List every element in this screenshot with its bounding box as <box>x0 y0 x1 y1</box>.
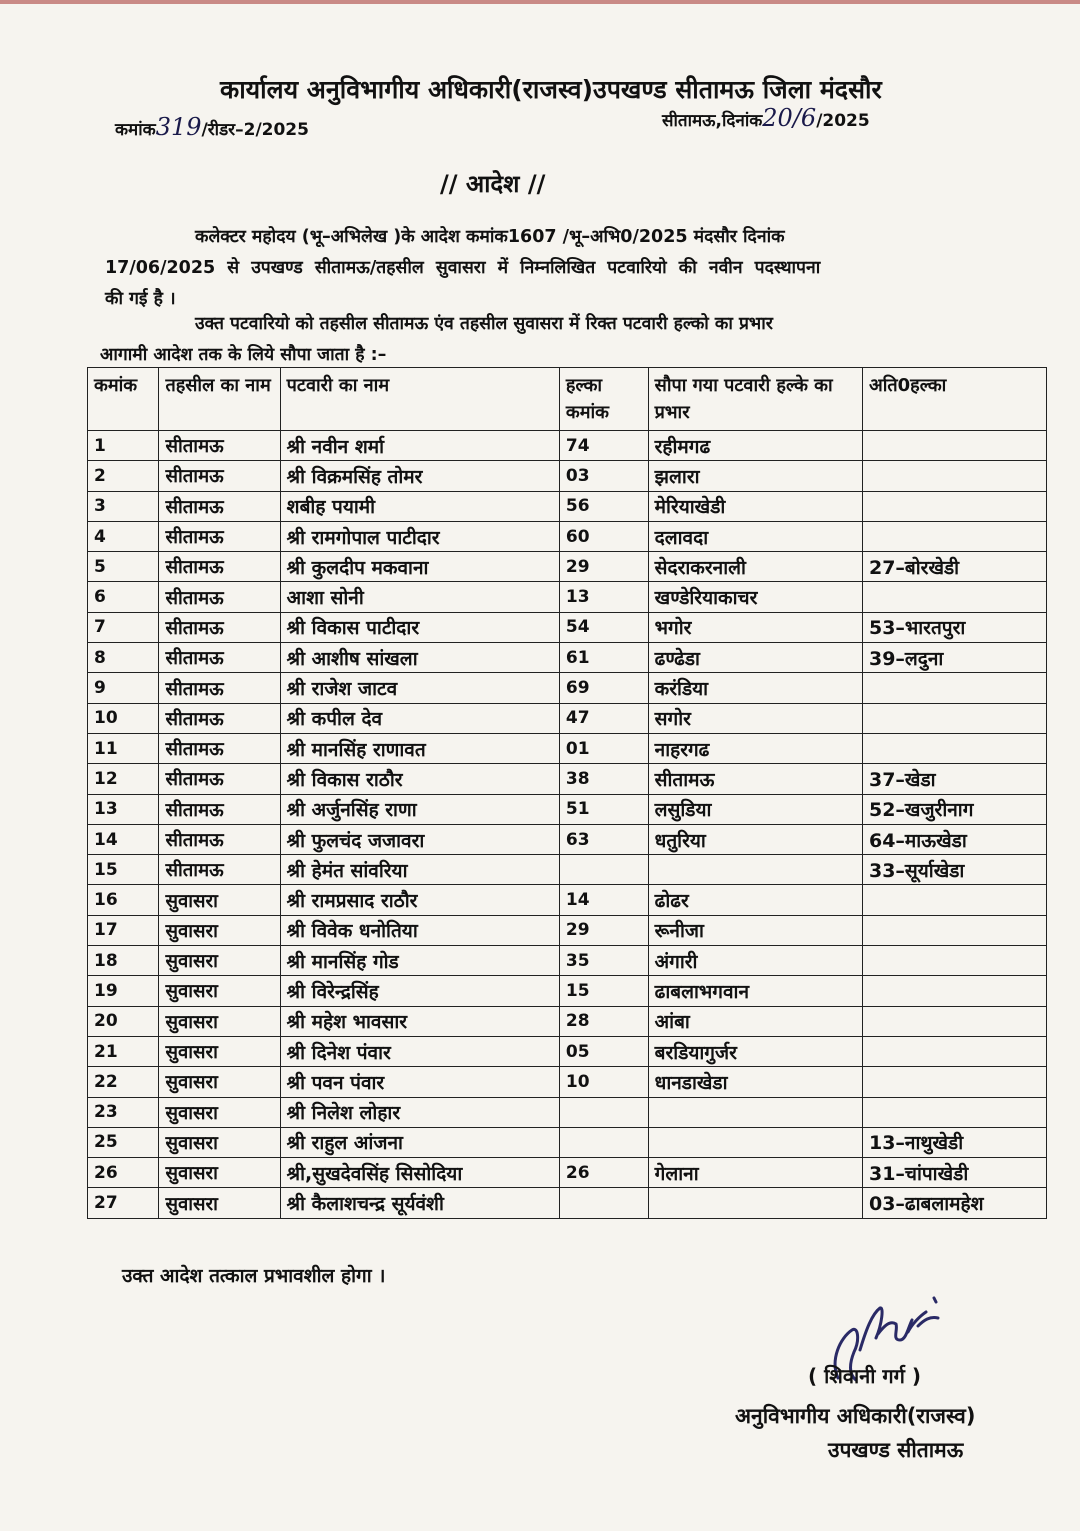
cell-additional-halka: 27–बोरखेडी <box>862 552 1046 582</box>
table-row <box>88 1127 1047 1157</box>
cell-tehsil: सुवासरा <box>159 1006 280 1036</box>
cell-additional-halka <box>862 1097 1046 1127</box>
cell-tehsil: सुवासरा <box>159 915 280 945</box>
body-para2-line2: आगामी आदेश तक के लिये सौपा जाता है :– <box>100 345 387 365</box>
cell-serial: 5 <box>88 552 159 582</box>
cell-halka-number: 69 <box>559 673 648 703</box>
cell-additional-halka <box>862 915 1046 945</box>
cell-serial: 17 <box>88 915 159 945</box>
cell-tehsil: सीतामऊ <box>159 521 280 551</box>
cell-halka-number <box>559 1188 648 1218</box>
cell-patwari-name: शबीह पयामी <box>280 491 559 521</box>
cell-tehsil: सीतामऊ <box>159 643 280 673</box>
cell-patwari-name: श्री रामगोपाल पाटीदार <box>280 521 559 551</box>
table-row <box>88 855 1047 885</box>
cell-tehsil: सीतामऊ <box>159 491 280 521</box>
effect-statement: उक्त आदेश तत्काल प्रभावशील होगा । <box>122 1265 386 1287</box>
cell-tehsil: सुवासरा <box>159 885 280 915</box>
cell-patwari-name: श्री निलेश लोहार <box>280 1097 559 1127</box>
cell-serial: 16 <box>88 885 159 915</box>
date-handwritten: 20/6 <box>762 104 817 132</box>
cell-tehsil: सीतामऊ <box>159 612 280 642</box>
cell-patwari-name: श्री कैलाशचन्द्र सूर्यवंशी <box>280 1188 559 1218</box>
cell-assigned-charge: आंबा <box>648 1006 862 1036</box>
cell-additional-halka <box>862 885 1046 915</box>
cell-halka-number: 01 <box>559 733 648 763</box>
cell-patwari-name: श्री महेश भावसार <box>280 1006 559 1036</box>
cell-additional-halka <box>862 431 1046 461</box>
signatory-designation: अनुविभागीय अधिकारी(राजस्व) <box>735 1404 976 1428</box>
table-row <box>88 885 1047 915</box>
cell-additional-halka <box>862 1006 1046 1036</box>
posting-table <box>87 367 1047 1219</box>
cell-assigned-charge <box>648 1127 862 1157</box>
body-para1-line3: की गई है । <box>105 289 176 309</box>
cell-serial: 14 <box>88 824 159 854</box>
cell-patwari-name: श्री नवीन शर्मा <box>280 431 559 461</box>
cell-additional-halka: 33–सूर्याखेडा <box>862 855 1046 885</box>
header-tehsil: तहसील का नाम <box>159 368 280 431</box>
cell-patwari-name: श्री मानसिंह गोड <box>280 946 559 976</box>
cell-additional-halka: 13–नाथुखेडी <box>862 1127 1046 1157</box>
cell-tehsil: सीतामऊ <box>159 855 280 885</box>
table-body <box>88 431 1047 1219</box>
cell-patwari-name: श्री मानसिंह राणावत <box>280 733 559 763</box>
cell-halka-number: 63 <box>559 824 648 854</box>
cell-additional-halka <box>862 946 1046 976</box>
table-row <box>88 491 1047 521</box>
cell-additional-halka: 64–माऊखेडा <box>862 824 1046 854</box>
cell-tehsil: सुवासरा <box>159 946 280 976</box>
cell-patwari-name: श्री पवन पंवार <box>280 1067 559 1097</box>
cell-serial: 4 <box>88 521 159 551</box>
table-row <box>88 431 1047 461</box>
table-row <box>88 915 1047 945</box>
cell-halka-number: 10 <box>559 1067 648 1097</box>
cell-assigned-charge: मेरियाखेडी <box>648 491 862 521</box>
cell-assigned-charge: अंगारी <box>648 946 862 976</box>
cell-assigned-charge: सेदराकरनाली <box>648 552 862 582</box>
cell-serial: 26 <box>88 1158 159 1188</box>
cell-halka-number: 74 <box>559 431 648 461</box>
cell-assigned-charge <box>648 1188 862 1218</box>
cell-additional-halka <box>862 1067 1046 1097</box>
table-row <box>88 1097 1047 1127</box>
cell-halka-number: 14 <box>559 885 648 915</box>
cell-halka-number: 56 <box>559 491 648 521</box>
cell-assigned-charge: भगोर <box>648 612 862 642</box>
table-row <box>88 1188 1047 1218</box>
cell-halka-number: 28 <box>559 1006 648 1036</box>
cell-tehsil: सुवासरा <box>159 1067 280 1097</box>
cell-patwari-name: श्री कुलदीप मकवाना <box>280 552 559 582</box>
cell-tehsil: सीतामऊ <box>159 582 280 612</box>
cell-tehsil: सीतामऊ <box>159 824 280 854</box>
cell-additional-halka: 39–लदुना <box>862 643 1046 673</box>
header-additional-halka: अति0हल्का <box>862 368 1046 431</box>
cell-serial: 20 <box>88 1006 159 1036</box>
cell-halka-number: 47 <box>559 703 648 733</box>
cell-serial: 27 <box>88 1188 159 1218</box>
cell-halka-number <box>559 1127 648 1157</box>
cell-assigned-charge: ढोढर <box>648 885 862 915</box>
cell-patwari-name: श्री विकास पाटीदार <box>280 612 559 642</box>
cell-halka-number <box>559 1097 648 1127</box>
cell-patwari-name: श्री,सुखदेवसिंह सिसोदिया <box>280 1158 559 1188</box>
cell-assigned-charge: करंडिया <box>648 673 862 703</box>
table-row <box>88 733 1047 763</box>
cell-serial: 6 <box>88 582 159 612</box>
signatory-office: उपखण्ड सीतामऊ <box>828 1438 964 1462</box>
cell-halka-number: 51 <box>559 794 648 824</box>
cell-assigned-charge: धतुरिया <box>648 824 862 854</box>
header-patwari-name: पटवारी का नाम <box>280 368 559 431</box>
cell-tehsil: सीतामऊ <box>159 673 280 703</box>
cell-tehsil: सुवासरा <box>159 1097 280 1127</box>
date-suffix: /2025 <box>816 111 870 131</box>
table-row <box>88 1158 1047 1188</box>
cell-serial: 2 <box>88 461 159 491</box>
cell-serial: 11 <box>88 733 159 763</box>
cell-patwari-name: श्री हेमंत सांवरिया <box>280 855 559 885</box>
cell-serial: 9 <box>88 673 159 703</box>
cell-assigned-charge: ढण्ढेडा <box>648 643 862 673</box>
cell-assigned-charge <box>648 855 862 885</box>
cell-patwari-name: श्री रामप्रसाद राठौर <box>280 885 559 915</box>
cell-additional-halka <box>862 673 1046 703</box>
cell-halka-number: 54 <box>559 612 648 642</box>
cell-patwari-name: आशा सोनी <box>280 582 559 612</box>
cell-additional-halka: 53–भारतपुरा <box>862 612 1046 642</box>
body-para2-line1: उक्त पटवारियो को तहसील सीतामऊ एंव तहसील सुवासरा में रिक्त पटवारी हल्को का प्रभार <box>195 314 773 334</box>
cell-assigned-charge: सीतामऊ <box>648 764 862 794</box>
cell-tehsil: सुवासरा <box>159 1036 280 1066</box>
cell-patwari-name: श्री अर्जुनसिंह राणा <box>280 794 559 824</box>
table-row <box>88 552 1047 582</box>
signatory-name: ( शिवानी गर्ग ) <box>808 1364 922 1388</box>
cell-serial: 7 <box>88 612 159 642</box>
cell-serial: 13 <box>88 794 159 824</box>
order-date <box>662 104 870 132</box>
table-row <box>88 824 1047 854</box>
cell-halka-number: 03 <box>559 461 648 491</box>
reference-number <box>115 113 309 141</box>
cell-assigned-charge: लसुडिया <box>648 794 862 824</box>
ref-prefix: कमांक <box>115 120 156 140</box>
cell-serial: 23 <box>88 1097 159 1127</box>
cell-tehsil: सुवासरा <box>159 1127 280 1157</box>
cell-tehsil: सुवासरा <box>159 1158 280 1188</box>
cell-additional-halka <box>862 491 1046 521</box>
cell-patwari-name: श्री विकास राठौर <box>280 764 559 794</box>
header-serial: कमांक <box>88 368 159 431</box>
cell-assigned-charge: सगोर <box>648 703 862 733</box>
cell-halka-number: 15 <box>559 976 648 1006</box>
cell-serial: 10 <box>88 703 159 733</box>
cell-halka-number: 35 <box>559 946 648 976</box>
cell-patwari-name: श्री फुलचंद जजावरा <box>280 824 559 854</box>
cell-tehsil: सीतामऊ <box>159 461 280 491</box>
cell-tehsil: सीतामऊ <box>159 703 280 733</box>
table-row <box>88 521 1047 551</box>
cell-serial: 12 <box>88 764 159 794</box>
cell-halka-number: 13 <box>559 582 648 612</box>
cell-tehsil: सुवासरा <box>159 1188 280 1218</box>
cell-serial: 18 <box>88 946 159 976</box>
cell-tehsil: सीतामऊ <box>159 733 280 763</box>
cell-serial: 15 <box>88 855 159 885</box>
cell-assigned-charge: झलारा <box>648 461 862 491</box>
table-row <box>88 794 1047 824</box>
cell-tehsil: सीतामऊ <box>159 794 280 824</box>
cell-patwari-name: श्री विरेन्द्रसिंह <box>280 976 559 1006</box>
cell-assigned-charge: दलावदा <box>648 521 862 551</box>
cell-additional-halka <box>862 521 1046 551</box>
cell-assigned-charge: बरडियागुर्जर <box>648 1036 862 1066</box>
table-row <box>88 1067 1047 1097</box>
cell-assigned-charge <box>648 1097 862 1127</box>
table-row <box>88 612 1047 642</box>
cell-tehsil: सीतामऊ <box>159 764 280 794</box>
cell-serial: 22 <box>88 1067 159 1097</box>
cell-additional-halka <box>862 461 1046 491</box>
cell-additional-halka <box>862 582 1046 612</box>
cell-assigned-charge: खण्डेरियाकाचर <box>648 582 862 612</box>
cell-assigned-charge: धानडाखेडा <box>648 1067 862 1097</box>
body-para1-line2: 17/06/2025 से उपखण्ड सीतामऊ/तहसील सुवासरा में निम्नलिखित पटवारियो की नवीन पदस्थापना <box>105 258 821 278</box>
cell-assigned-charge: रूनीजा <box>648 915 862 945</box>
cell-tehsil: सुवासरा <box>159 976 280 1006</box>
cell-serial: 1 <box>88 431 159 461</box>
cell-serial: 8 <box>88 643 159 673</box>
cell-halka-number: 61 <box>559 643 648 673</box>
cell-additional-halka <box>862 976 1046 1006</box>
cell-patwari-name: श्री विक्रमसिंह तोमर <box>280 461 559 491</box>
ref-suffix: /रीडर–2/2025 <box>201 120 309 140</box>
table-header-row <box>88 368 1047 431</box>
table-row <box>88 976 1047 1006</box>
cell-patwari-name: श्री दिनेश पंवार <box>280 1036 559 1066</box>
order-heading: // आदेश // <box>440 170 546 198</box>
table-row <box>88 1006 1047 1036</box>
cell-serial: 21 <box>88 1036 159 1066</box>
cell-patwari-name: श्री आशीष सांखला <box>280 643 559 673</box>
cell-additional-halka: 37–खेडा <box>862 764 1046 794</box>
cell-additional-halka: 52–खजुरीनाग <box>862 794 1046 824</box>
office-title: कार्यालय अनुविभागीय अधिकारी(राजस्व)उपखण्ड सीतामऊ जिला मंदसौर <box>220 75 882 104</box>
cell-patwari-name: श्री राहुल आंजना <box>280 1127 559 1157</box>
table-row <box>88 946 1047 976</box>
table-row <box>88 673 1047 703</box>
cell-additional-halka: 03–ढाबलामहेश <box>862 1188 1046 1218</box>
cell-patwari-name: श्री कपील देव <box>280 703 559 733</box>
cell-assigned-charge: नाहरगढ <box>648 733 862 763</box>
cell-patwari-name: श्री राजेश जाटव <box>280 673 559 703</box>
cell-tehsil: सीतामऊ <box>159 552 280 582</box>
cell-assigned-charge: गेलाना <box>648 1158 862 1188</box>
date-prefix: सीतामऊ,दिनांक <box>662 111 763 131</box>
header-halka-number: हल्का कमांक <box>559 368 648 431</box>
cell-halka-number: 29 <box>559 552 648 582</box>
header-assigned-charge: सौपा गया पटवारी हल्के का प्रभार <box>648 368 862 431</box>
cell-additional-halka <box>862 1036 1046 1066</box>
cell-halka-number: 26 <box>559 1158 648 1188</box>
ref-number-handwritten: 319 <box>155 113 202 141</box>
cell-serial: 25 <box>88 1127 159 1157</box>
table-row <box>88 582 1047 612</box>
cell-assigned-charge: ढाबलाभगवान <box>648 976 862 1006</box>
cell-assigned-charge: रहीमगढ <box>648 431 862 461</box>
cell-additional-halka <box>862 703 1046 733</box>
cell-additional-halka <box>862 733 1046 763</box>
cell-patwari-name: श्री विवेक धनोतिया <box>280 915 559 945</box>
cell-serial: 19 <box>88 976 159 1006</box>
cell-additional-halka: 31–चांपाखेडी <box>862 1158 1046 1188</box>
table-row <box>88 764 1047 794</box>
body-para1-line1: कलेक्टर महोदय (भू–अभिलेख )के आदेश कमांक1607 /भू–अभि0/2025 मंदसौर दिनांक <box>195 227 785 247</box>
table-row <box>88 1036 1047 1066</box>
table-row <box>88 643 1047 673</box>
cell-halka-number <box>559 855 648 885</box>
cell-halka-number: 38 <box>559 764 648 794</box>
table-row <box>88 461 1047 491</box>
table-row <box>88 703 1047 733</box>
cell-tehsil: सीतामऊ <box>159 431 280 461</box>
cell-halka-number: 60 <box>559 521 648 551</box>
cell-serial: 3 <box>88 491 159 521</box>
cell-halka-number: 29 <box>559 915 648 945</box>
cell-halka-number: 05 <box>559 1036 648 1066</box>
